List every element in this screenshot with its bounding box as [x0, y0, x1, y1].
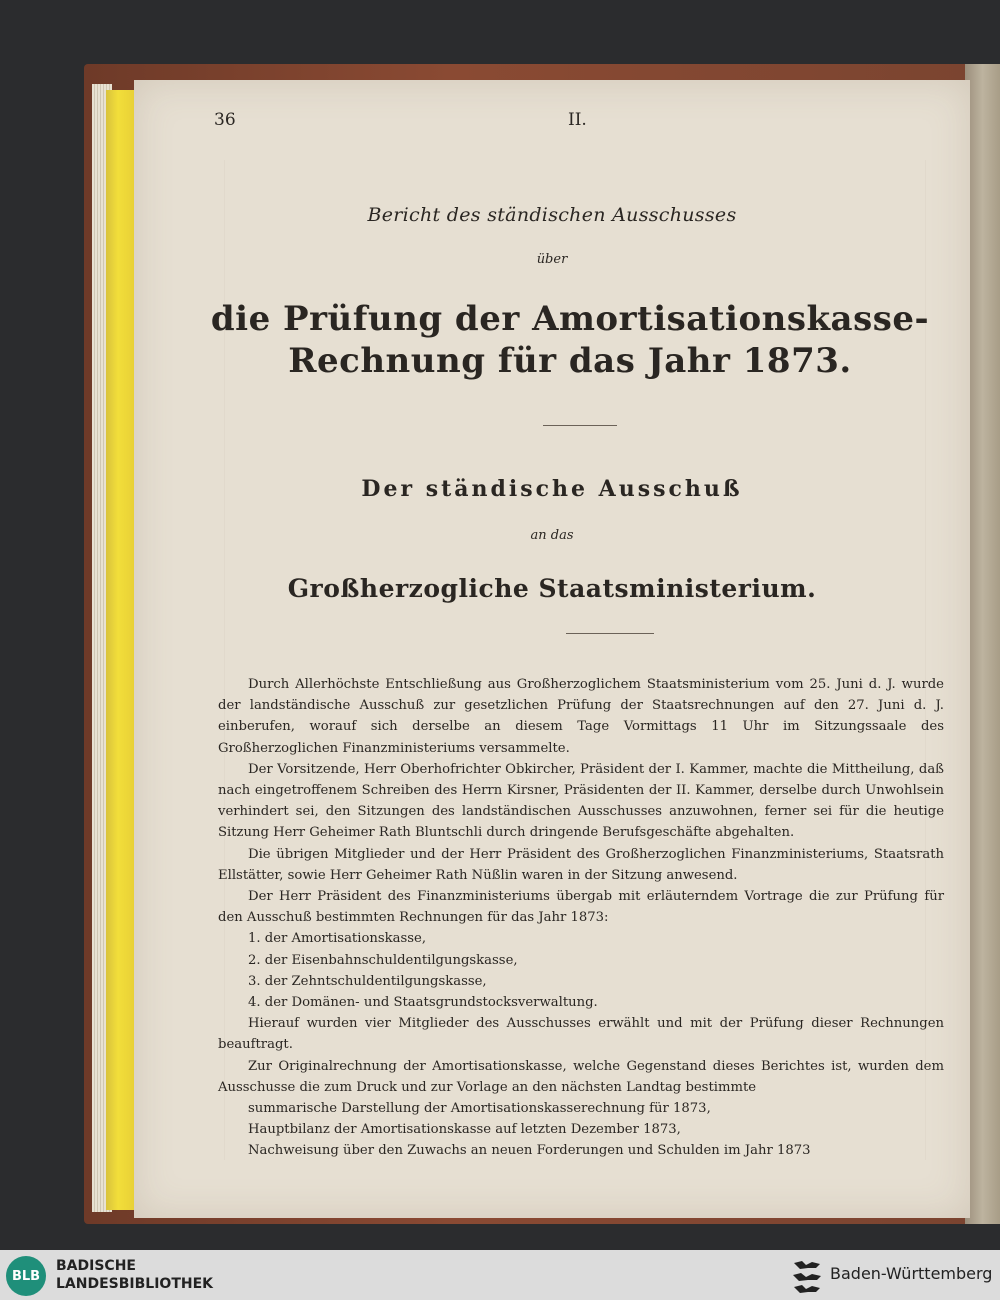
committee-heading: Der ständische Ausschuß: [361, 476, 743, 502]
book-right-edge: [965, 64, 1000, 1224]
body-text: [218, 674, 944, 1162]
paragraph: Zur Originalrechnung der Amortisationskasse, welche Gegenstand dieses Berichtes ist, wurden dem Ausschusse die zum Druck und zur Vorlage an den nächsten Landtag bestimmte: [218, 1058, 944, 1095]
gilt-page-edge: [106, 90, 136, 1210]
paragraph: Die übrigen Mitglieder und der Herr Präsident des Großherzoglichen Finanzministeriums, Staatsrath Ellstätter, sowie Herr Geheimer Rath Nüßlin waren in der Sitzung anwesend.: [218, 846, 944, 883]
blb-logo-text: BLB: [11, 1268, 41, 1284]
footer-bar: [0, 1250, 1000, 1300]
list-item: summarische Darstellung der Amortisationskasserechnung für 1873,: [248, 1101, 711, 1117]
page-number: 36: [214, 110, 236, 130]
list-item: 4. der Domänen- und Staatsgrundstocksverwaltung.: [248, 995, 598, 1011]
paragraph: Der Vorsitzende, Herr Oberhofrichter Obkircher, Präsident der I. Kammer, machte die Mittheilung, daß nach eingetroffenem Schreiben des Herrn Kirsner, Präsidenten der II. Kammer, derselbe durch Unwohlsein verhindert sei, den Sitzungen des landständischen Ausschusses anzuwohnen, ferner sei für die heutige Sitzung Herr Geheimer Rath Bluntschli durch dringende Berufsgeschäfte abgehalten.: [218, 761, 944, 841]
library-name-line2: LANDESBIBLIOTHEK: [56, 1276, 214, 1292]
list-item: 3. der Zehntschuldentilgungskasse,: [248, 973, 487, 989]
report-main-title: die Prüfung der Amortisationskasse-Rechnung für das Jahr 1873.: [210, 299, 930, 381]
baden-wuerttemberg-lions-icon: [790, 1257, 824, 1295]
an-das-label: an das: [530, 528, 574, 543]
library-name[interactable]: [56, 1257, 256, 1293]
report-title-line: Bericht des ständischen Ausschusses: [367, 204, 737, 226]
state-name[interactable]: Baden-Württemberg: [830, 1264, 993, 1283]
paragraph: Hierauf wurden vier Mitglieder des Ausschusses erwählt und mit der Prüfung dieser Rechnungen beauftragt.: [218, 1016, 944, 1053]
list-item: Nachweisung über den Zuwachs an neuen Forderungen und Schulden im Jahr 1873: [248, 1143, 811, 1159]
divider-rule: [543, 425, 617, 426]
title-ueber: über: [536, 252, 568, 267]
paragraph: Der Herr Präsident des Finanzministeriums übergab mit erläuterndem Vortrage die zur Prüfung für den Ausschuß bestimmten Rechnungen für das Jahr 1873:: [218, 889, 944, 926]
library-name-line1: BADISCHE: [56, 1258, 136, 1274]
divider-rule: [566, 633, 654, 634]
book-page: [134, 80, 970, 1218]
ministry-heading: Großherzogliche Staatsministerium.: [287, 574, 817, 603]
list-item: Hauptbilanz der Amortisationskasse auf letzten Dezember 1873,: [248, 1122, 681, 1138]
paragraph: Durch Allerhöchste Entschließung aus Großherzoglichem Staatsministerium vom 25. Juni d. J. wurde der landständische Ausschuß zur gesetzlichen Prüfung der Staatsrechnungen auf den 27. Juni d. J. einberufen, worauf sich derselbe an diesem Tage Vormittags 11 Uhr im Sitzungssaale des Großherzoglichen Finanzministeriums versammelte.: [218, 677, 944, 756]
blb-logo-badge[interactable]: [6, 1256, 46, 1296]
list-item: 1. der Amortisationskasse,: [248, 931, 427, 947]
list-item: 2. der Eisenbahnschuldentilgungskasse,: [248, 952, 518, 968]
section-number: II.: [568, 110, 587, 130]
